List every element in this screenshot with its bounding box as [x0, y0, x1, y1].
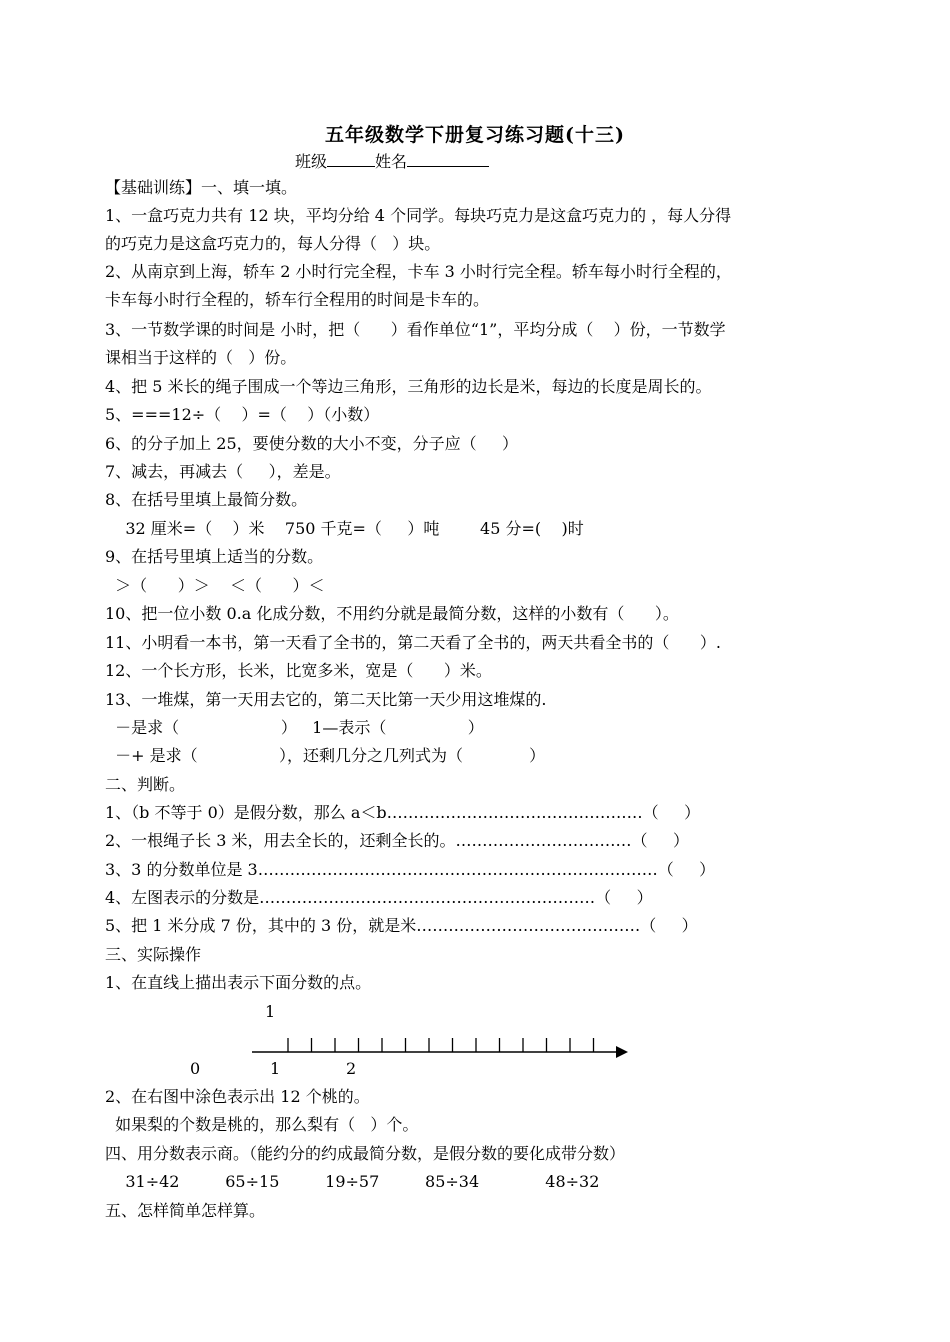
text-line: 课相当于这样的（ ）份。	[105, 348, 297, 367]
text-line: 2、在右图中涂色表示出 12 个桃的。	[105, 1087, 370, 1106]
text-line: 四、用分数表示商。（能约分的约成最简分数，是假分数的要化成带分数）	[105, 1144, 626, 1163]
text-line: 的巧克力是这盒巧克力的，每人分得（ ）块。	[105, 234, 441, 253]
number-line	[180, 1000, 640, 1080]
text-line: 三、实际操作	[105, 945, 202, 964]
text-line: 5、把 1 米分成 7 份，其中的 3 份，就是米……………………………………（ ）	[105, 916, 698, 935]
text-line: 1、（b 不等于 0）是假分数，那么 a＜b…………………………………………（ ）	[105, 803, 701, 822]
text-line: 卡车每小时行全程的，轿车行全程用的时间是卡车的。	[105, 290, 490, 309]
text-line: 31÷42 65÷15 19÷57 85÷34 48÷32	[105, 1172, 600, 1191]
text-line: 8、在括号里填上最简分数。	[105, 490, 308, 509]
text-line: 【基础训练】一、填一填。	[105, 178, 298, 197]
text-line: 7、减去，再减去（ ），差是。	[105, 462, 341, 481]
text-line: 10、把一位小数 0.a 化成分数，不用约分就是最简分数，这样的小数有（ ）。	[105, 604, 679, 623]
text-line: ＞（ ）＞ ＜（ ）＜	[105, 576, 325, 595]
name-blank[interactable]	[407, 150, 489, 167]
text-line: 11、小明看一本书，第一天看了全书的，第二天看了全书的，两天共看全书的（ ）.	[105, 633, 721, 652]
text-line: 4、把 5 米长的绳子围成一个等边三角形，三角形的边长是米，每边的长度是周长的。	[105, 377, 712, 396]
number-line-label-2: 2	[346, 1059, 357, 1078]
class-label: 班级	[295, 152, 328, 171]
name-label: 姓名	[375, 152, 408, 171]
text-line: 6、的分子加上 25，要使分数的大小不变，分子应（ ）	[105, 434, 519, 453]
student-info	[295, 150, 489, 172]
number-line-label-0: 0	[190, 1059, 201, 1078]
class-blank[interactable]	[327, 150, 375, 167]
number-line-top-label: 1	[265, 1002, 276, 1021]
text-line: 1、一盒巧克力共有 12 块，平均分给 4 个同学。每块巧克力是这盒巧克力的 ，每人分得	[105, 206, 732, 225]
text-line: 2、从南京到上海，轿车 2 小时行完全程，卡车 3 小时行完全程。轿车每小时行全程的，	[105, 262, 732, 281]
text-line: 五、怎样简单怎样算。	[105, 1201, 266, 1220]
number-line-label-1: 1	[270, 1059, 281, 1078]
text-line: 12、一个长方形，长米，比宽多米，宽是（ ）米。	[105, 661, 492, 680]
text-line: 2、一根绳子长 3 米，用去全长的，还剩全长的。……………………………（ ）	[105, 831, 689, 850]
text-line: 1、在直线上描出表示下面分数的点。	[105, 973, 372, 992]
number-line-arrow-icon	[616, 1046, 628, 1058]
text-line: －是求（ ） 1—表示（ ）	[105, 718, 484, 737]
text-line: 13、一堆煤，第一天用去它的，第二天比第一天少用这堆煤的.	[105, 690, 547, 709]
text-line: 3、3 的分数单位是 3…………………………………………………………………（ ）	[105, 860, 716, 879]
worksheet-title: 五年级数学下册复习练习题(十三)	[325, 124, 625, 146]
text-line: 4、左图表示的分数是………………………………………………………（ ）	[105, 888, 653, 907]
number-line-ticks	[288, 1038, 594, 1052]
text-line: 二、判断。	[105, 775, 186, 794]
text-line: 5、===12÷（ ）=（ ）（小数）	[105, 405, 380, 424]
text-line: 9、在括号里填上适当的分数。	[105, 547, 324, 566]
text-line: 3、一节数学课的时间是 小时，把（ ）看作单位“1”，平均分成（ ）份，一节数学	[105, 320, 726, 339]
text-line: 如果梨的个数是桃的，那么梨有（ ）个。	[105, 1115, 419, 1134]
text-line: 32 厘米=（ ）米 750 千克=（ ）吨 45 分=( )时	[105, 519, 584, 538]
text-line: －+ 是求（ ），还剩几分之几列式为（ ）	[105, 746, 546, 765]
